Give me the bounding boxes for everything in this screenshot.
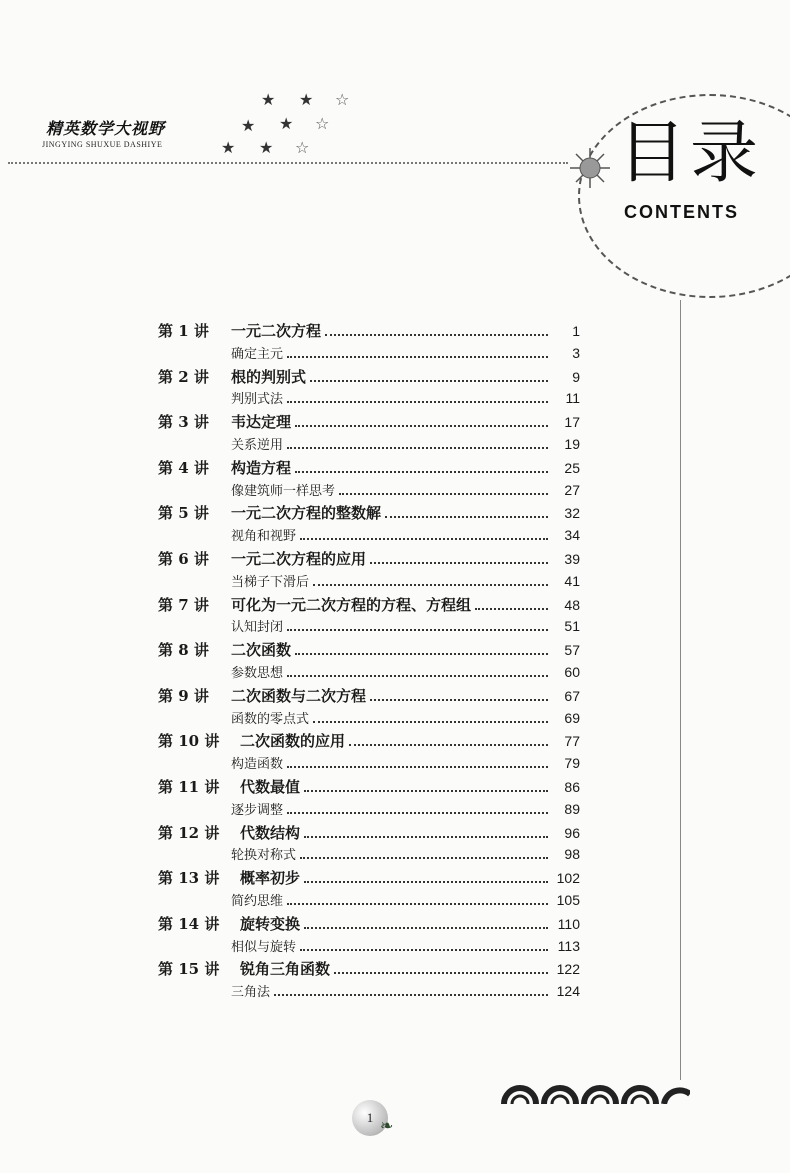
page-number: 3 (572, 344, 580, 361)
lecture-title: 二次函数的应用 (240, 732, 346, 751)
toc-subsection-row[interactable] (158, 890, 580, 913)
lecture-number: 第 8 讲 (158, 641, 209, 660)
lecture-number: 第 5 讲 (158, 504, 209, 523)
subsection-title: 构造函数 (231, 757, 284, 773)
lecture-number: 第 7 讲 (158, 595, 209, 614)
page-number: 67 (564, 687, 580, 704)
page-number: 11 (565, 390, 580, 407)
lecture-number: 第 13 讲 (158, 869, 220, 888)
toc-subsection-row[interactable] (158, 525, 580, 548)
dot-leader (274, 994, 548, 996)
page-number: 122 (556, 961, 580, 978)
lecture-number: 第 9 讲 (158, 686, 209, 705)
page-number: 113 (557, 937, 580, 954)
lecture-title: 二次函数 (231, 641, 292, 660)
subsection-title: 函数的零点式 (231, 711, 310, 727)
subsection-title: 轮换对称式 (231, 848, 297, 864)
page-number: 86 (564, 778, 580, 795)
toc-subsection-row[interactable] (158, 343, 580, 366)
page-number: 110 (557, 915, 580, 932)
toc-subsection-row[interactable] (158, 753, 580, 776)
subsection-title: 确定主元 (231, 346, 284, 362)
dot-leader (287, 903, 548, 905)
toc-lecture-row[interactable] (158, 730, 580, 753)
toc-subsection-row[interactable] (158, 388, 580, 411)
toc-lecture-row[interactable] (158, 594, 580, 617)
star-icon: ★ (279, 114, 294, 133)
subsection-title: 相似与旋转 (231, 939, 297, 955)
dot-leader (287, 812, 548, 814)
page-number: 51 (564, 618, 580, 635)
series-logo (42, 100, 212, 160)
toc-subsection-row[interactable] (158, 936, 580, 959)
lecture-title: 锐角三角函数 (240, 960, 331, 979)
page-number: 89 (564, 800, 580, 817)
toc-lecture-row[interactable] (158, 776, 580, 799)
dot-leader (334, 972, 548, 974)
dot-leader (300, 857, 548, 859)
page-number: 57 (564, 642, 580, 659)
lecture-title: 代数结构 (240, 823, 301, 842)
toc-lecture-row[interactable] (158, 457, 580, 480)
lecture-number: 第 3 讲 (158, 413, 209, 432)
stars-decoration (215, 86, 365, 156)
page-number: 25 (564, 459, 580, 476)
dot-leader (370, 699, 548, 701)
subsection-title: 简约思维 (231, 893, 284, 909)
toc-lecture-row[interactable] (158, 320, 580, 343)
lecture-title: 二次函数与二次方程 (231, 686, 367, 705)
star-icon: ★ (259, 138, 274, 157)
dot-leader (349, 744, 548, 746)
dot-leader (313, 721, 548, 723)
lecture-number: 第 15 讲 (158, 960, 220, 979)
page-number-badge: 1 (352, 1100, 388, 1136)
star-icon: ★ (241, 116, 256, 135)
toc-lecture-row[interactable] (158, 411, 580, 434)
lecture-title: 概率初步 (240, 869, 301, 888)
star-outline-icon: ☆ (335, 90, 350, 109)
page-number: 69 (564, 709, 580, 726)
page-number: 98 (564, 846, 580, 863)
lecture-number: 第 4 讲 (158, 458, 209, 477)
toc-subsection-row[interactable] (158, 708, 580, 731)
leaf-icon: ❧ (380, 1116, 394, 1135)
subsection-title: 当梯子下滑后 (231, 574, 310, 590)
page-title-en: CONTENTS (624, 202, 739, 222)
right-margin-line (680, 300, 681, 1080)
lecture-number: 第 12 讲 (158, 823, 220, 842)
toc-lecture-row[interactable] (158, 366, 580, 389)
lecture-number: 第 6 讲 (158, 549, 209, 568)
sun-icon (568, 146, 612, 190)
subsection-title: 参数思想 (231, 665, 284, 681)
dot-leader (385, 516, 548, 518)
dot-leader (295, 471, 548, 473)
toc-subsection-row[interactable] (158, 844, 580, 867)
star-outline-icon: ☆ (295, 138, 310, 157)
page-number: 32 (564, 505, 580, 522)
page-number: 41 (564, 572, 580, 589)
dot-leader (304, 927, 548, 929)
page-number: 17 (564, 414, 580, 431)
toc-subsection-row[interactable] (158, 571, 580, 594)
toc-lecture-row[interactable] (158, 913, 580, 936)
lecture-title: 一元二次方程 (231, 322, 322, 340)
dot-leader (295, 425, 548, 427)
lecture-number: 第 2 讲 (158, 367, 209, 386)
toc-subsection-row[interactable] (158, 799, 580, 822)
dot-leader (287, 675, 548, 677)
page-number: 48 (564, 596, 580, 613)
toc-lecture-row[interactable] (158, 548, 580, 571)
dot-leader (287, 766, 548, 768)
toc-lecture-row[interactable] (158, 502, 580, 525)
lecture-number: 第 1 讲 (158, 322, 209, 340)
subsection-title: 关系逆用 (231, 437, 284, 453)
page-number: 77 (564, 733, 580, 750)
logo-title: 精英数学大视野 (46, 119, 166, 138)
dot-leader (313, 584, 548, 586)
toc-lecture-row[interactable] (158, 685, 580, 708)
page-number: 39 (564, 550, 580, 567)
dot-leader (370, 562, 548, 564)
lecture-title: 可化为一元二次方程的方程、方程组 (231, 595, 472, 614)
dot-leader (304, 790, 548, 792)
page-title: 目录 (618, 114, 763, 193)
star-outline-icon: ☆ (315, 114, 330, 133)
page-number: 19 (564, 435, 580, 452)
wave-ornament-icon (500, 1070, 690, 1104)
dot-leader (304, 881, 548, 883)
star-icon: ★ (221, 138, 236, 157)
lecture-number: 第 10 讲 (158, 732, 220, 751)
page-number: 96 (564, 824, 580, 841)
lecture-number: 第 14 讲 (158, 914, 220, 933)
logo-pinyin: JINGYING SHUXUE DASHIYE (42, 140, 163, 149)
page-number: 79 (564, 755, 580, 772)
subsection-title: 逐步调整 (231, 802, 284, 818)
dot-leader (287, 356, 548, 358)
subsection-title: 视角和视野 (231, 529, 297, 545)
lecture-title: 构造方程 (231, 458, 292, 477)
subsection-title: 像建筑师一样思考 (231, 483, 336, 499)
dot-leader (475, 608, 548, 610)
lecture-title: 一元二次方程的应用 (231, 549, 367, 568)
dot-leader (310, 380, 548, 382)
dot-leader (287, 629, 548, 631)
header-dotted-line (8, 162, 568, 164)
toc-subsection-row[interactable] (158, 434, 580, 457)
page-number: 9 (572, 368, 580, 385)
page-number: 102 (556, 870, 580, 887)
page-number: 105 (556, 891, 580, 908)
table-of-contents (158, 320, 580, 1004)
lecture-title: 一元二次方程的整数解 (231, 504, 382, 523)
toc-lecture-row[interactable] (158, 822, 580, 845)
page-number: 27 (564, 481, 580, 498)
subsection-title: 认知封闭 (231, 620, 284, 636)
subsection-title: 三角法 (231, 985, 271, 1001)
lecture-title: 旋转变换 (240, 914, 301, 933)
dot-leader (295, 653, 548, 655)
toc-subsection-row[interactable] (158, 981, 580, 1004)
page-number: 1 (572, 323, 580, 339)
dot-leader (300, 538, 548, 540)
toc-lecture-row[interactable] (158, 958, 580, 981)
lecture-number: 第 11 讲 (158, 777, 220, 796)
toc-subsection-row[interactable] (158, 662, 580, 685)
lecture-title: 根的判别式 (231, 367, 307, 386)
subsection-title: 判别式法 (231, 392, 284, 408)
star-icon: ★ (299, 90, 314, 109)
dot-leader (287, 447, 548, 449)
page-number: 124 (556, 983, 580, 1000)
toc-subsection-row[interactable] (158, 480, 580, 503)
lecture-title: 代数最值 (240, 777, 301, 796)
toc-lecture-row[interactable] (158, 639, 580, 662)
dot-leader (339, 493, 548, 495)
lecture-title: 韦达定理 (231, 413, 292, 432)
toc-subsection-row[interactable] (158, 616, 580, 639)
page-number: 60 (564, 663, 580, 680)
toc-lecture-row[interactable] (158, 867, 580, 890)
star-icon: ★ (261, 90, 276, 109)
dot-leader (304, 836, 548, 838)
dot-leader (287, 401, 548, 403)
page-number: 34 (564, 527, 580, 544)
dot-leader (300, 949, 548, 951)
dot-leader (325, 334, 548, 336)
